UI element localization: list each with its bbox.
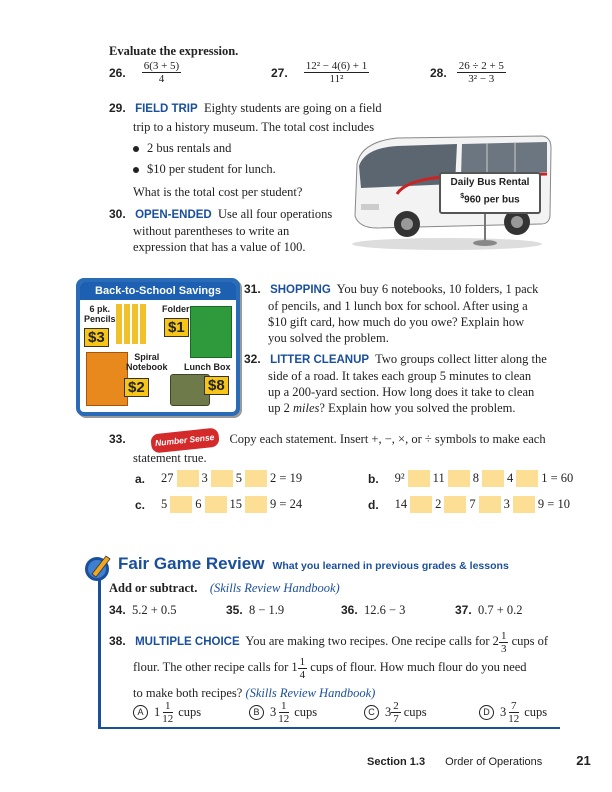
exercise-number: 33. <box>109 432 126 446</box>
whole-number: 3 <box>270 705 277 719</box>
operand: 5 <box>161 497 168 511</box>
text-line: Use all four operations <box>218 207 333 221</box>
answer-box <box>479 496 501 513</box>
exercise-label: OPEN-ENDED <box>135 209 212 221</box>
whole-number: 1 <box>154 705 161 719</box>
denominator: 11² <box>329 73 344 85</box>
exercise-34 <box>109 603 177 618</box>
answer-box <box>205 496 227 513</box>
pencils-label-line: 6 pk. <box>89 304 111 314</box>
statement-d <box>368 496 570 513</box>
text-fragment: up 2 <box>268 401 293 415</box>
operand: 15 <box>229 497 243 511</box>
text-line: of pencils, and 1 lunch box for school. After using a <box>268 299 528 313</box>
choice-c[interactable] <box>364 700 427 725</box>
folder-label: Folder <box>162 304 190 314</box>
page-number: 21 <box>576 753 591 768</box>
unit: cups <box>403 705 427 719</box>
exercise-30 <box>109 206 332 255</box>
whole-number: 3 <box>385 705 392 719</box>
choice-letter: A <box>133 705 148 720</box>
operand: 6 <box>195 497 202 511</box>
text-line: Copy each statement. Insert +, −, ×, or ÷ symbols to make each <box>229 432 546 446</box>
exercise-number: 31. <box>244 282 261 296</box>
expression: 12.6 − 3 <box>363 603 406 617</box>
denominator: 3² − 3 <box>468 73 495 85</box>
bullet-icon <box>133 167 139 173</box>
numerator: 12² − 4(6) + 1 <box>305 60 368 72</box>
expression: 0.7 + 0.2 <box>477 603 523 617</box>
choice-letter: C <box>364 705 379 720</box>
pencils-price: $3 <box>84 328 109 347</box>
exercise-label: FIELD TRIP <box>135 103 198 115</box>
pencil-badge-icon <box>84 552 114 582</box>
statement-label: a. <box>135 471 146 486</box>
text-line: statement true. <box>133 451 207 465</box>
numerator: 7 <box>511 700 517 712</box>
answer-box <box>408 470 430 487</box>
exercise-38 <box>109 629 564 706</box>
denominator: 4 <box>158 73 165 85</box>
answer-box <box>177 470 199 487</box>
exercise-number: 30. <box>109 207 126 221</box>
number-sense-badge: Number Sense <box>150 428 219 454</box>
back-to-school-ad <box>76 278 240 416</box>
numerator: 2 <box>393 700 399 712</box>
numerator: 26 ÷ 2 + 5 <box>458 60 504 72</box>
expression: 5.2 + 0.5 <box>131 603 177 617</box>
notebook-label-line: Notebook <box>126 362 168 372</box>
unit: cups <box>524 705 548 719</box>
bus-illustration <box>337 124 559 254</box>
choice-d[interactable] <box>479 700 547 725</box>
operand: 3 <box>201 471 208 485</box>
page-footer <box>367 753 591 768</box>
operand: 2 <box>270 471 277 485</box>
operand: 2 <box>435 497 442 511</box>
operand: 1 <box>541 471 548 485</box>
operand: 8 <box>472 471 479 485</box>
text-line: trip to a history museum. The total cost includes <box>133 120 375 134</box>
operand: 5 <box>235 471 243 485</box>
operand: 9 <box>270 497 277 511</box>
review-title: Fair Game Review <box>118 554 265 573</box>
exercise-number: 28. <box>430 65 447 80</box>
footer-section: Section 1.3 <box>367 756 426 768</box>
handbook-reference: (Skills Review Handbook) <box>209 581 340 595</box>
text-fragment: cups of <box>511 634 549 648</box>
handbook-reference: (Skills Review Handbook) <box>245 685 376 700</box>
exercise-33 <box>109 431 569 467</box>
folder-price: $1 <box>164 318 189 337</box>
exercise-number: 32. <box>244 352 261 366</box>
denominator: 12 <box>508 713 520 725</box>
choice-b[interactable] <box>249 700 317 725</box>
folder-icon <box>190 306 232 358</box>
bus-rental-sign <box>439 172 541 214</box>
bullet-icon <box>133 146 139 152</box>
text-line: $10 gift card, how much do you owe? Explain how <box>268 315 525 329</box>
answer-box <box>211 470 233 487</box>
review-instruction <box>109 581 340 596</box>
sign-line: Daily Bus Rental <box>450 177 530 188</box>
statement-c <box>135 496 302 513</box>
pencils-label-line: Pencils <box>84 314 116 324</box>
review-bottom-rule <box>98 727 560 729</box>
answer-box <box>444 496 466 513</box>
notebook-icon <box>86 352 128 406</box>
dollar-sign: $ <box>460 193 465 200</box>
text-line: expression that has a value of 100. <box>133 240 306 254</box>
bullet-text: 2 bus rentals and <box>147 141 232 155</box>
text-fragment: flour. The other recipe calls for 1 <box>133 660 298 674</box>
sign-line: 960 per bus <box>464 194 520 206</box>
denominator: 7 <box>393 713 399 725</box>
exercise-27 <box>271 60 369 85</box>
fraction <box>298 656 308 681</box>
operand: 9² <box>394 471 405 485</box>
exercise-number: 35. <box>226 603 243 617</box>
denominator: 3 <box>500 642 507 655</box>
review-left-rule <box>98 570 101 728</box>
operand: 9 <box>537 497 545 511</box>
text-line: up a 200-yard section. How long does it take to clean <box>268 385 535 399</box>
choice-a[interactable] <box>133 700 201 725</box>
exercise-37 <box>455 603 523 618</box>
text-line: you solved the problem. <box>268 331 389 345</box>
pencils-label <box>84 304 116 324</box>
text-line: Eighty students are going on a field <box>203 101 382 115</box>
ad-title: Back-to-School Savings <box>80 282 236 300</box>
statement-label: d. <box>368 497 379 512</box>
text-line: side of a road. It takes each group 5 minutes to clean <box>268 369 532 383</box>
exercise-31 <box>244 281 538 346</box>
exercise-32 <box>244 351 547 416</box>
answer-box <box>513 496 535 513</box>
whole-number: 3 <box>500 705 507 719</box>
text-line: Two groups collect litter along the <box>375 352 547 366</box>
result: = 10 <box>547 497 570 511</box>
numerator: 1 <box>299 655 306 668</box>
review-subtitle: What you learned in previous grades & lessons <box>272 560 509 572</box>
answer-box <box>448 470 470 487</box>
exercise-26 <box>109 60 181 85</box>
result: = 60 <box>550 471 574 485</box>
operand: 7 <box>469 497 476 511</box>
footer-title: Order of Operations <box>445 756 543 768</box>
result: = 24 <box>279 497 303 511</box>
exercise-label: MULTIPLE CHOICE <box>135 636 240 648</box>
notebook-price: $2 <box>124 378 149 397</box>
answer-box <box>245 496 267 513</box>
notebook-label <box>126 352 168 372</box>
exercise-number: 27. <box>271 65 288 80</box>
statement-b <box>368 470 573 487</box>
exercise-number: 37. <box>455 603 472 617</box>
unit: cups <box>178 705 202 719</box>
answer-box <box>516 470 538 487</box>
denominator: 12 <box>162 713 174 725</box>
exercise-number: 38. <box>109 634 126 648</box>
choice-letter: B <box>249 705 264 720</box>
text-fragment: to make both recipes? <box>133 685 243 700</box>
numerator: 1 <box>165 700 171 712</box>
numerator: 1 <box>500 629 507 642</box>
lunchbox-label: Lunch Box <box>184 362 231 372</box>
operand: 11 <box>432 471 445 485</box>
denominator: 12 <box>278 713 290 725</box>
answer-box <box>245 470 267 487</box>
text-line: What is the total cost per student? <box>133 185 303 199</box>
expression: 8 − 1.9 <box>248 603 285 617</box>
notebook-label-line: Spiral <box>134 352 160 362</box>
fraction <box>499 630 509 655</box>
exercise-label: SHOPPING <box>270 284 331 296</box>
exercise-number: 29. <box>109 101 126 115</box>
exercise-number: 34. <box>109 603 126 617</box>
text-line: without parentheses to write an <box>133 224 290 238</box>
result: = 19 <box>279 471 303 485</box>
exercise-36 <box>341 603 405 618</box>
exercise-28 <box>430 60 506 85</box>
exercise-number: 26. <box>109 65 126 80</box>
lunchbox-price: $8 <box>204 376 229 395</box>
text-fragment: cups of flour. How much flour do you need <box>310 660 527 674</box>
operand: 4 <box>506 471 514 485</box>
pencils-icon <box>116 304 146 344</box>
exercise-35 <box>226 603 284 618</box>
answer-box <box>410 496 432 513</box>
numerator: 6(3 + 5) <box>143 60 180 72</box>
statement-label: c. <box>135 497 146 512</box>
answer-box <box>170 496 192 513</box>
evaluate-heading: Evaluate the expression. <box>109 44 239 58</box>
operand: 27 <box>161 471 174 485</box>
bullet-text: $10 per student for lunch. <box>147 162 276 176</box>
text-line: You buy 6 notebooks, 10 folders, 1 pack <box>336 282 539 296</box>
exercise-number: 36. <box>341 603 358 617</box>
text-fragment: miles <box>293 401 320 415</box>
operand: 3 <box>503 497 510 511</box>
answer-box <box>482 470 504 487</box>
instruction-text: Add or subtract. <box>109 581 198 595</box>
operand: 14 <box>394 497 408 511</box>
denominator: 4 <box>299 668 306 681</box>
statement-a <box>135 470 302 487</box>
unit: cups <box>294 705 318 719</box>
text-fragment: ? Explain how you solved the problem. <box>319 401 516 415</box>
review-header <box>118 554 509 574</box>
choice-letter: D <box>479 705 494 720</box>
text-fragment: You are making two recipes. One recipe calls for 2 <box>245 634 499 648</box>
exercise-label: LITTER CLEANUP <box>270 354 370 366</box>
numerator: 1 <box>281 700 287 712</box>
statement-label: b. <box>368 471 379 486</box>
